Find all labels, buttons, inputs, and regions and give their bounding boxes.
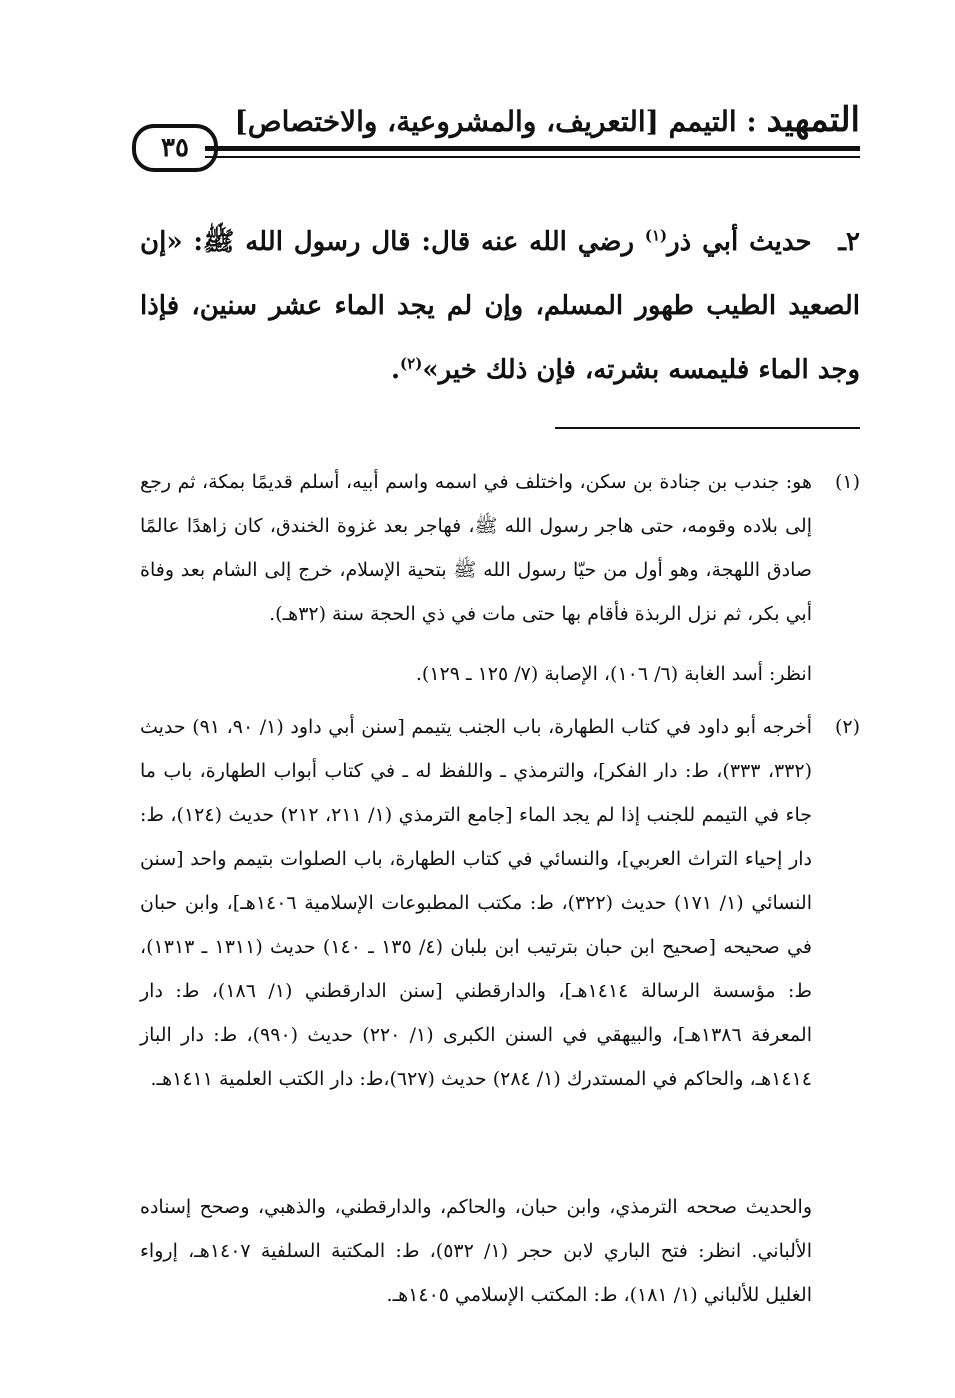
header-title-rest: : التيمم [التعريف، والمشروعية، والاختصاص] [234, 105, 757, 138]
hadith-end: . [390, 355, 401, 385]
footnote-2-grading-text: والحديث صححه الترمذي، وابن حبان، والحاكم، والدارقطني، والذهبي، وصحح إسناده الألباني. انظر: فتح الباري لابن حجر (١/ ٥٣٢)، ط: المكتبة السلفية ١٤٠٧هـ، إرواء الغليل للألباني (١/ ١٨١)، ط: المكتب الإسلامي ١٤٠٥هـ. [140, 1196, 812, 1306]
footnote-1 [140, 460, 860, 636]
footnote-2 [140, 705, 860, 1101]
hadith-paragraph [140, 210, 860, 402]
hadith-text: رضي الله عنه قال: قال رسول الله ﷺ: «إن الصعيد الطيب طهور المسلم، وإن لم يجد الماء عشر سنين، فإذا وجد الماء فليمسه بشرته، فإن ذلك خير» [140, 227, 861, 385]
footnote-2-grading [140, 1185, 860, 1317]
hadith-number: ٢ـ [838, 227, 860, 257]
header-rule [205, 146, 860, 151]
footnote-divider [555, 427, 860, 429]
page-number: ٣٥ [132, 124, 218, 172]
running-header [234, 100, 860, 140]
header-rule-thin [205, 156, 860, 158]
footnote-ref-2[interactable]: (٢) [400, 354, 423, 373]
footnote-2-number: (٢) [834, 716, 860, 738]
hadith-intro: حديث أبي ذر [667, 227, 812, 257]
header-title-main: التمهيد [766, 100, 860, 140]
footnote-1-number: (١) [834, 471, 860, 493]
footnote-1-text: هو: جندب بن جنادة بن سكن، واختلف في اسمه واسم أبيه، أسلم قديمًا بمكة، ثم رجع إلى بلاده وقومه، حتى هاجر رسول الله ﷺ، فهاجر بعد غزوة الخندق، كان زاهدًا عالمًا صادق اللهجة، وهو أول من حيّا رسول الله ﷺ بتحية الإسلام، خرج إلى الشام بعد وفاة أبي بكر، ثم نزل الربذة فأقام بها حتى مات في ذي الحجة سنة (٣٢هـ). [140, 471, 812, 625]
footnote-1-see-text: انظر: أسد الغابة (٦/ ١٠٦)، الإصابة (٧/ ١٢٥ ـ ١٢٩). [415, 663, 812, 685]
footnote-ref-1[interactable]: (١) [644, 226, 668, 245]
footnote-1-see [140, 652, 860, 696]
footnote-2-text: أخرجه أبو داود في كتاب الطهارة، باب الجنب يتيمم [سنن أبي داود (١/ ٩٠، ٩١) حديث (٣٣٢، ٣٣٣)، ط: دار الفكر]، والترمذي ـ واللفظ له ـ في كتاب أبواب الطهارة، باب ما جاء في التيمم للجنب إذا لم يجد الماء [جامع الترمذي (١/ ٢١١، ٢١٢) حديث (١٢٤)، ط: دار إحياء التراث العربي]، والنسائي في كتاب الطهارة، باب الصلوات بتيمم واحد [سنن النسائي (١/ ١٧١) حديث (٣٢٢)، ط: مكتب المطبوعات الإسلامية ١٤٠٦هـ]، وابن حبان في صحيحه [صحيح ابن حبان بترتيب ابن بلبان (٤/ ١٣٥ ـ ١٤٠) حديث (١٣١١ ـ ١٣١٣)، ط: مؤسسة الرسالة ١٤١٤هـ]، والدارقطني [سنن الدارقطني (١/ ١٨٦)، ط: دار المعرفة ١٣٨٦هـ]، والبيهقي في السنن الكبرى (١/ ٢٢٠) حديث (٩٩٠)، ط: دار الباز ١٤١٤هـ، والحاكم في المستدرك (١/ ٢٨٤) حديث (٦٢٧)،ط: دار الكتب العلمية ١٤١١هـ. [140, 716, 813, 1090]
